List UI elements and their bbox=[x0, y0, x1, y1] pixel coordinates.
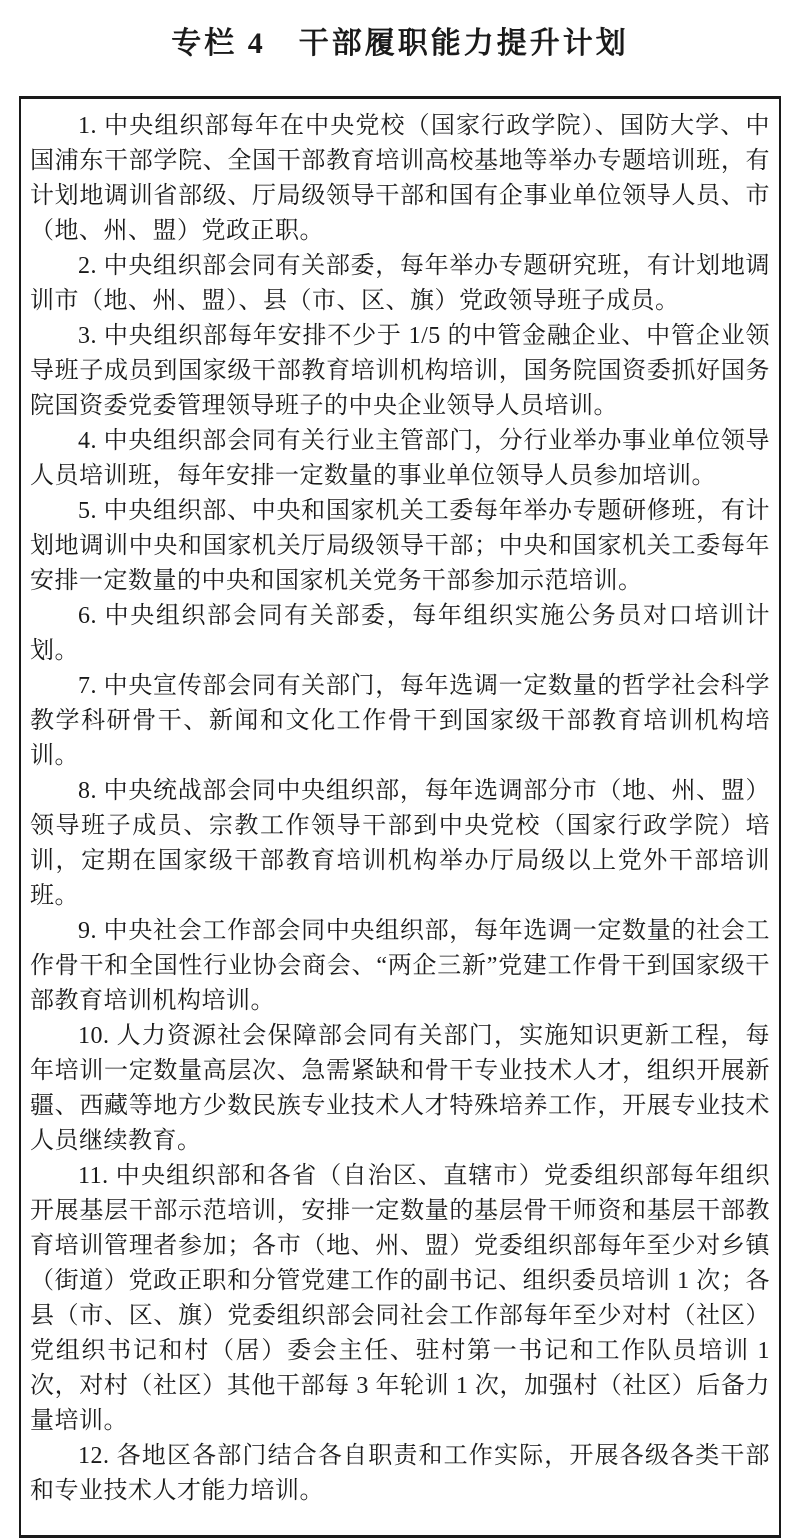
paragraph: 11. 中央组织部和各省（自治区、直辖市）党委组织部每年组织开展基层干部示范培训，安排一定数量的基层骨干师资和基层干部教育培训管理者参加；各市（地、州、盟）党委组织部每年至少对乡镇（街道）党政正职和分管党建工作的副书记、组织委员培训 1 次；各县（市、区、旗）党委组织部会同社会工作部每年至少对村（社区）党组织书记和村（居）委会主任、驻村第一书记和工作队员培训 1 次，对村（社区）其他干部每 3 年轮训 1 次，加强村（社区）后备力量培训。 bbox=[30, 1163, 770, 1434]
column-number-label: 专栏 4 bbox=[171, 27, 266, 60]
page-title bbox=[0, 18, 800, 62]
paragraph: 3. 中央组织部每年安排不少于 1/5 的中管金融企业、中管企业领导班子成员到国家级干部教育培训机构培训，国务院国资委抓好国务院国资委党委管理领导班子的中央企业领导人员培训。 bbox=[30, 323, 770, 419]
paragraph: 12. 各地区各部门结合各自职责和工作实际，开展各级各类干部和专业技术人才能力培训。 bbox=[30, 1443, 770, 1504]
paragraph: 7. 中央宣传部会同有关部门，每年选调一定数量的哲学社会科学教学科研骨干、新闻和文化工作骨干到国家级干部教育培训机构培训。 bbox=[30, 673, 770, 769]
bordered-text-box bbox=[19, 96, 781, 1538]
paragraph: 5. 中央组织部、中央和国家机关工委每年举办专题研修班，有计划地调训中央和国家机关厅局级领导干部；中央和国家机关工委每年安排一定数量的中央和国家机关党务干部参加示范培训。 bbox=[30, 498, 770, 594]
paragraph: 6. 中央组织部会同有关部委，每年组织实施公务员对口培训计划。 bbox=[30, 603, 770, 664]
paragraph: 10. 人力资源社会保障部会同有关部门，实施知识更新工程，每年培训一定数量高层次、急需紧缺和骨干专业技术人才，组织开展新疆、西藏等地方少数民族专业技术人才特殊培养工作，开展专业技术人员继续教育。 bbox=[30, 1023, 770, 1154]
paragraph: 2. 中央组织部会同有关部委，每年举办专题研究班，有计划地调训市（地、州、盟）、县（市、区、旗）党政领导班子成员。 bbox=[30, 253, 770, 314]
column-title-text: 干部履职能力提升计划 bbox=[298, 27, 629, 60]
paragraph: 1. 中央组织部每年在中央党校（国家行政学院）、国防大学、中国浦东干部学院、全国干部教育培训高校基地等举办专题培训班，有计划地调训省部级、厅局级领导干部和国有企事业单位领导人员、市（地、州、盟）党政正职。 bbox=[30, 113, 770, 244]
paragraph: 9. 中央社会工作部会同中央组织部，每年选调一定数量的社会工作骨干和全国性行业协会商会、“两企三新”党建工作骨干到国家级干部教育培训机构培训。 bbox=[30, 918, 770, 1014]
paragraph: 4. 中央组织部会同有关行业主管部门，分行业举办事业单位领导人员培训班，每年安排一定数量的事业单位领导人员参加培训。 bbox=[30, 428, 770, 489]
paragraph: 8. 中央统战部会同中央组织部，每年选调部分市（地、州、盟）领导班子成员、宗教工作领导干部到中央党校（国家行政学院）培训，定期在国家级干部教育培训机构举办厅局级以上党外干部培训班。 bbox=[30, 778, 770, 909]
